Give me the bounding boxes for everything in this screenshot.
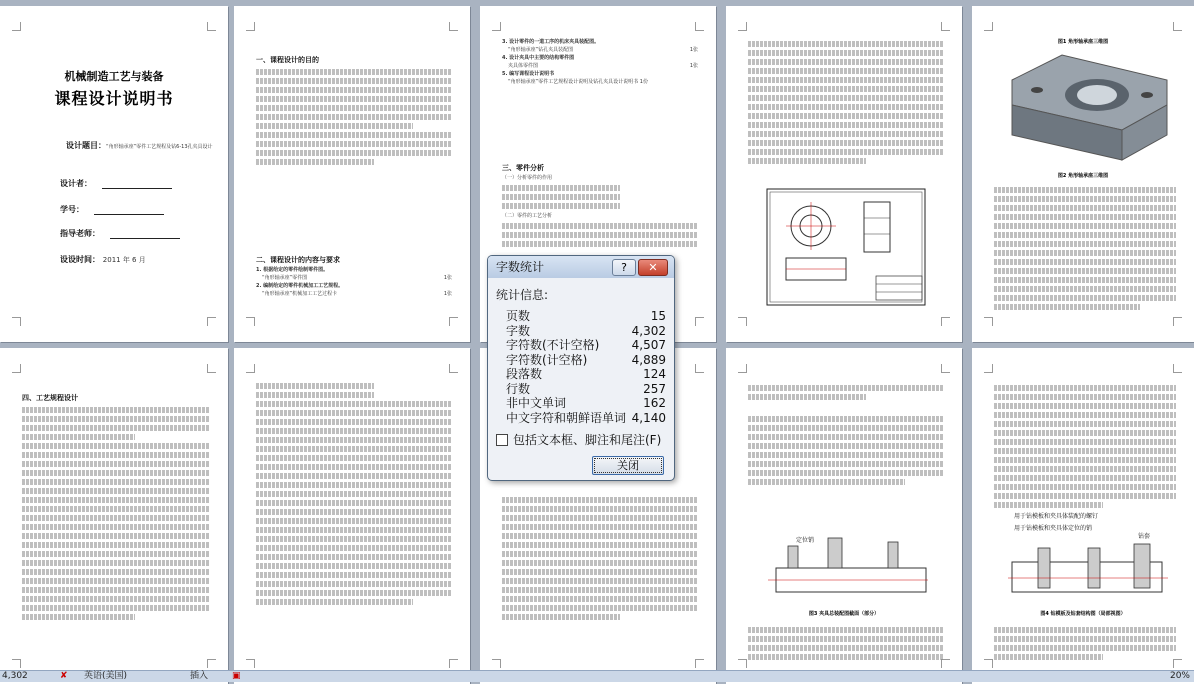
- page-9: [726, 348, 962, 684]
- label-screw: 用于钻模板和夹具体装配的螺钉: [1014, 513, 1099, 520]
- item-4-sub: 夹具体零件图: [508, 63, 539, 69]
- item-3-count: 1张: [689, 47, 698, 53]
- cover-advisor: 指导老师：: [60, 228, 180, 239]
- heading-content: 二、课程设计的内容与要求: [256, 256, 340, 264]
- fig2-caption: 图2 角形轴承座三维图: [1057, 173, 1109, 179]
- fig4-caption: 图4 钻模板及钻套结构图（局部视图）: [1040, 611, 1126, 617]
- status-zoom[interactable]: 20%: [1169, 671, 1190, 681]
- stats-section-label: 统计信息:: [496, 288, 549, 302]
- page-10: [972, 348, 1194, 684]
- stat-row-paragraphs: 段落数 124: [506, 367, 666, 381]
- cover-title-small: 机械制造工艺与装备: [64, 70, 164, 83]
- help-button[interactable]: ?: [612, 259, 636, 276]
- subheading-function: （一）分析零件的作用: [502, 175, 553, 181]
- status-word-count[interactable]: 4,302: [2, 671, 28, 681]
- cover-title-large: 课程设计说明书: [54, 89, 174, 108]
- page-1-cover: [0, 6, 228, 342]
- fig1-caption: 图1 角形轴承座三维图: [1057, 39, 1109, 45]
- item-2-sub: “角形轴承座”机械加工工艺过程卡: [262, 291, 338, 297]
- stat-row-words: 字数 4,302: [506, 323, 666, 338]
- item-5: 5. 编写课程设计说明书: [502, 71, 555, 77]
- page-2: [234, 6, 470, 342]
- word-count-dialog: [487, 255, 675, 481]
- fig3-caption: 图3 夹具总装配图截面（部分）: [808, 611, 880, 617]
- item-5-sub: “角形轴承座”零件工艺规程设计说明及钻孔夹具设计说明书 1份: [508, 79, 648, 85]
- checkbox-icon[interactable]: [496, 434, 508, 446]
- item-3-sub: “角形轴承座”钻孔夹具装配图: [508, 47, 574, 53]
- status-bar: [0, 670, 1194, 682]
- stat-row-pages: 页数 15: [506, 309, 666, 323]
- stat-row-chars-with-spaces: 字符数(计空格) 4,889: [506, 352, 666, 367]
- stat-row-non-chinese-words: 非中文单词 162: [506, 396, 666, 410]
- cover-date: 设设时间： 2011 年 6 月: [60, 255, 146, 264]
- label-drill-bushing: 钻套: [1138, 533, 1151, 540]
- page-5: [972, 6, 1194, 342]
- page-6: [0, 348, 228, 684]
- item-1: 1. 根据给定的零件绘制零件图。: [256, 267, 329, 273]
- fixture-assembly-drawing: [768, 528, 928, 606]
- item-2-count: 1张: [443, 291, 452, 297]
- page-4: [726, 6, 962, 342]
- subheading-process: （二）零件的工艺分析: [502, 213, 553, 219]
- stat-row-chars-no-spaces: 字符数(不计空格) 4,507: [506, 338, 666, 352]
- item-2: 2. 编制给定的零件机械加工工艺规程。: [256, 283, 344, 289]
- status-insert-mode[interactable]: 插入: [190, 671, 209, 681]
- cover-topic: 设计题目：“角形轴承座”零件工艺规程及钻6-13孔夹具设计: [66, 141, 213, 150]
- drill-plate-drawing: [1008, 508, 1168, 604]
- close-x-button[interactable]: ✕: [638, 259, 668, 276]
- bearing-3d-render: [1002, 50, 1172, 170]
- checkbox-label: 包括文本框、脚注和尾注(F): [513, 433, 662, 447]
- status-language[interactable]: 英语(美国): [84, 671, 128, 681]
- item-4: 4. 设计夹具中主要的结构零件图: [502, 55, 575, 61]
- dialog-title: 字数统计: [488, 256, 674, 278]
- heading-part-analysis: 三、零件分析: [502, 164, 544, 172]
- close-button[interactable]: 关闭: [592, 456, 664, 475]
- proofing-icon[interactable]: ✘: [60, 671, 68, 681]
- label-pin: 用于钻模板和夹具体定位的销: [1014, 525, 1093, 532]
- heading-process-planning: 四、工艺规程设计: [22, 394, 78, 402]
- item-1-count: 1张: [443, 275, 452, 281]
- part-drawing: [766, 188, 926, 306]
- cover-student-id: 学号：: [60, 204, 164, 215]
- heading-purpose: 一、课程设计的目的: [256, 56, 319, 64]
- label-locating-pin: 定位销: [796, 537, 815, 544]
- item-1-sub: “角形轴承座”零件图: [262, 275, 308, 281]
- item-3: 3. 设计零件的一道工序的机床夹具装配图。: [502, 39, 600, 45]
- stat-row-chinese-chars: 中文字符和朝鲜语单词 4,140: [506, 410, 666, 425]
- item-4-count: 1张: [689, 63, 698, 69]
- macro-icon[interactable]: ▣: [232, 671, 241, 681]
- stat-row-lines: 行数 257: [506, 381, 666, 396]
- cover-designer: 设计者：: [60, 178, 172, 189]
- page-7: [234, 348, 470, 684]
- include-textboxes-checkbox[interactable]: [496, 431, 666, 448]
